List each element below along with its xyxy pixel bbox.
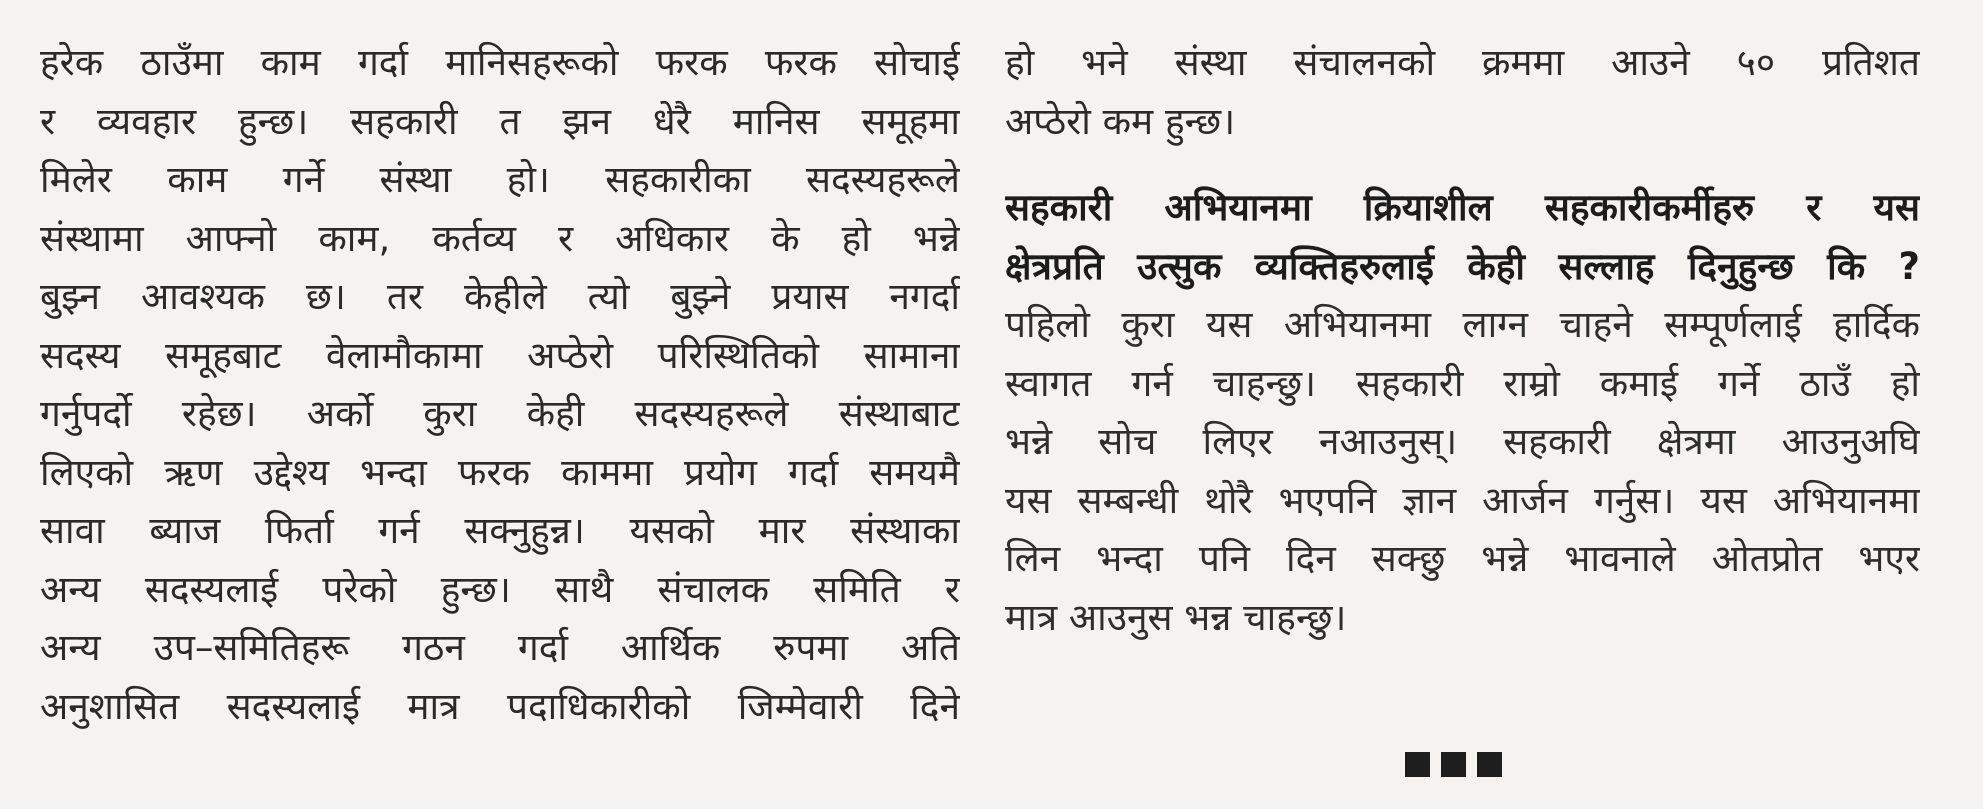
text-line: लिएको ऋण उद्देश्य भन्दा फरक काममा प्रयोग गर्दा समयमै — [40, 450, 960, 494]
left-column — [40, 34, 960, 736]
question-line: क्षेत्रप्रति उत्सुक व्यक्तिहरुलाई केही सल्लाह दिनुहुन्छ कि ? — [1005, 244, 1920, 288]
question-line: सहकारी अभियानमा क्रियाशील सहकारीकर्मीहरु र यस — [1005, 186, 1920, 229]
interview-question — [1005, 179, 1920, 296]
text-line: बुझ्न आवश्यक छ। तर केहीले त्यो बुझ्ने प्रयास नगर्दा — [40, 275, 960, 318]
text-line: हो भने संस्था संचालनको क्रममा आउने ५० प्रतिशत — [1005, 41, 1920, 84]
text-line: गर्नुपर्दो रहेछ। अर्को कुरा केही सदस्यहरूले संस्थाबाट — [40, 392, 960, 435]
text-line: यस सम्बन्धी थोरै भएपनि ज्ञान आर्जन गर्नुस। यस अभियानमा — [1005, 478, 1920, 522]
intro-paragraph — [1005, 34, 1920, 151]
text-line: पहिलो कुरा यस अभियानमा लाग्न चाहने सम्पूर्णलाई हार्दिक — [1005, 303, 1920, 346]
text-line: लिन भन्दा पनि दिन सक्छु भन्ने भावनाले ओतप्रोत भएर — [1005, 537, 1920, 580]
right-column — [1005, 34, 1920, 647]
text-line: मात्र आउनुस भन्न चाहन्छु। — [1005, 595, 1347, 639]
text-line: मिलेर काम गर्ने संस्था हो। सहकारीका सदस्यहरूले — [40, 158, 960, 201]
text-line: अनुशासित सदस्यलाई मात्र पदाधिकारीको जिम्मेवारी दिने — [40, 684, 960, 728]
text-line: संस्थामा आफ्नो काम, कर्तव्य र अधिकार के हो भन्ने — [40, 216, 960, 260]
text-line: अप्ठेरो कम हुन्छ। — [1005, 99, 1236, 143]
text-line: अन्य सदस्यलाई परेको हुन्छ। साथै संचालक समिति र — [40, 567, 960, 611]
text-line: अन्य उप–समितिहरू गठन गर्दा आर्थिक रुपमा अति — [40, 626, 960, 669]
end-square-icon — [1477, 752, 1502, 777]
interview-answer — [1005, 296, 1920, 647]
text-line: भन्ने सोच लिएर नआउनुस्। सहकारी क्षेत्रमा आउनुअघि — [1005, 420, 1920, 463]
end-square-icon — [1405, 752, 1430, 777]
text-line: स्वागत गर्न चाहन्छु। सहकारी राम्रो कमाई गर्ने ठाउँ हो — [1005, 361, 1920, 405]
text-line: सावा ब्याज फिर्ता गर्न सक्नुहुन्न। यसको मार संस्थाका — [40, 509, 960, 552]
text-line: र व्यवहार हुन्छ। सहकारी त झन धेरै मानिस समूहमा — [40, 99, 960, 143]
text-line: हरेक ठाउँमा काम गर्दा मानिसहरूको फरक फरक सोचाई — [40, 41, 960, 84]
end-of-article-mark — [1405, 752, 1502, 777]
end-square-icon — [1441, 752, 1466, 777]
text-line: सदस्य समूहबाट वेलामौकामा अप्ठेरो परिस्थितिको सामाना — [40, 333, 960, 377]
